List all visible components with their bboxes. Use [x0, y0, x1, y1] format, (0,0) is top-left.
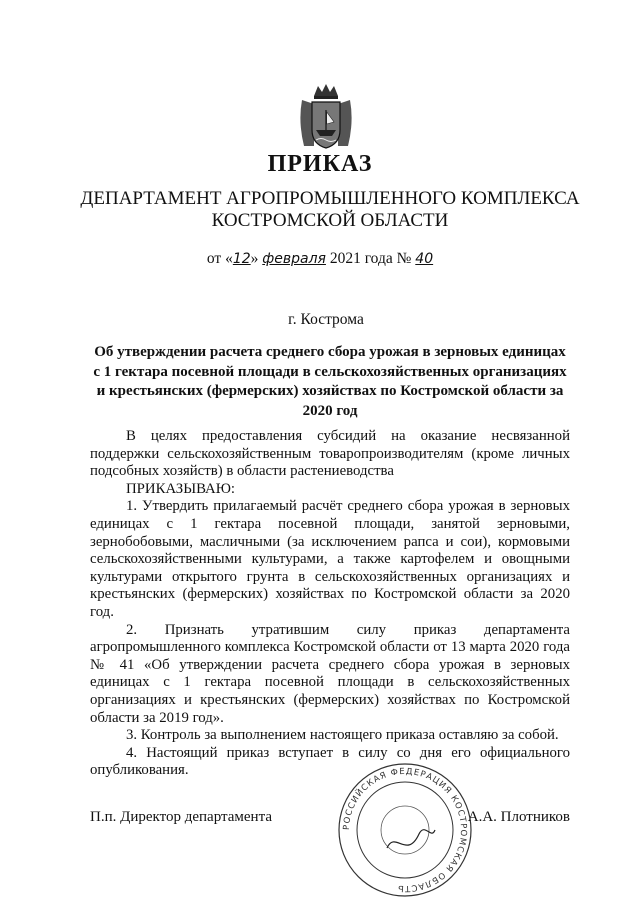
- date-prefix: от «: [206, 250, 233, 267]
- document-title: ПРИКАЗ: [267, 151, 373, 177]
- order-body: [90, 428, 570, 780]
- item-3: 3. Контроль за выполнением настоящего приказа оставляю за собой.: [126, 727, 559, 744]
- order-date-line: [0, 250, 640, 268]
- date-mid: »: [250, 250, 263, 267]
- signatory-name: А.А. Плотников: [467, 809, 570, 825]
- coat-of-arms-icon: [296, 82, 356, 152]
- item-2: 2. Признать утратившим силу приказ департамента агропромышленного комплекса Костромской области от 13 марта 2020 года № 41 «Об утверждении расчета среднего сбора урожая в зерновых единицах с 1 гектара посевной площади в сельскохозяйственных организациях и крестьянских (фермерских) хозяйствах по Костромской области за 2019 год».: [90, 621, 570, 726]
- intro-paragraph: В целях предоставления субсидий на оказание несвязанной поддержки сельскохозяйственным товаропроизводителям (кроме личных подсобных хозяйств) в области растениеводства: [90, 428, 570, 480]
- department-line-1: ДЕПАРТАМЕНТ АГРОПРОМЫШЛЕННОГО КОМПЛЕКСА: [80, 188, 580, 209]
- handwritten-day: 12: [232, 251, 251, 267]
- place-of-issue: г. Кострома: [288, 311, 364, 328]
- official-stamp-icon: [335, 760, 475, 900]
- handwritten-number: 40: [415, 251, 434, 267]
- item-1: 1. Утвердить прилагаемый расчёт среднего сбора урожая в зерновых единицах с 1 гектара посевной площади, занятой зерновыми, зернобобовыми, масличными (за исключением рапса и сои), кормовыми сельскохозяйственными культурами, а также картофелем и овощными культурами открытого грунта в сельскохозяйственных организациях и крестьянских (фермерских) хозяйствах по Костромской области за 2020 год.: [90, 498, 570, 620]
- department-line-2: КОСТРОМСКОЙ ОБЛАСТИ: [211, 210, 449, 231]
- command-word: ПРИКАЗЫВАЮ:: [126, 480, 236, 497]
- svg-text:РОССИЙСКАЯ ФЕДЕРАЦИЯ КОСТРОМСК: РОССИЙСКАЯ ФЕДЕРАЦИЯ КОСТРОМСКАЯ ОБЛАСТЬ: [341, 766, 469, 894]
- date-year: 2021 года №: [325, 250, 416, 267]
- order-subject: Об утверждении расчета среднего сбора урожая в зерновых единицах с 1 гектара посевной площади в сельскохозяйственных организациях и крестьянских (фермерских) хозяйствах по Костромской области за 2020 год: [93, 344, 567, 419]
- item-4: 4. Настоящий приказ вступает в силу со дня его официального опубликования.: [90, 744, 570, 779]
- signatory-position: П.п. Директор департамента: [90, 809, 272, 825]
- handwritten-month: февраля: [262, 251, 326, 267]
- department-name: [60, 188, 600, 232]
